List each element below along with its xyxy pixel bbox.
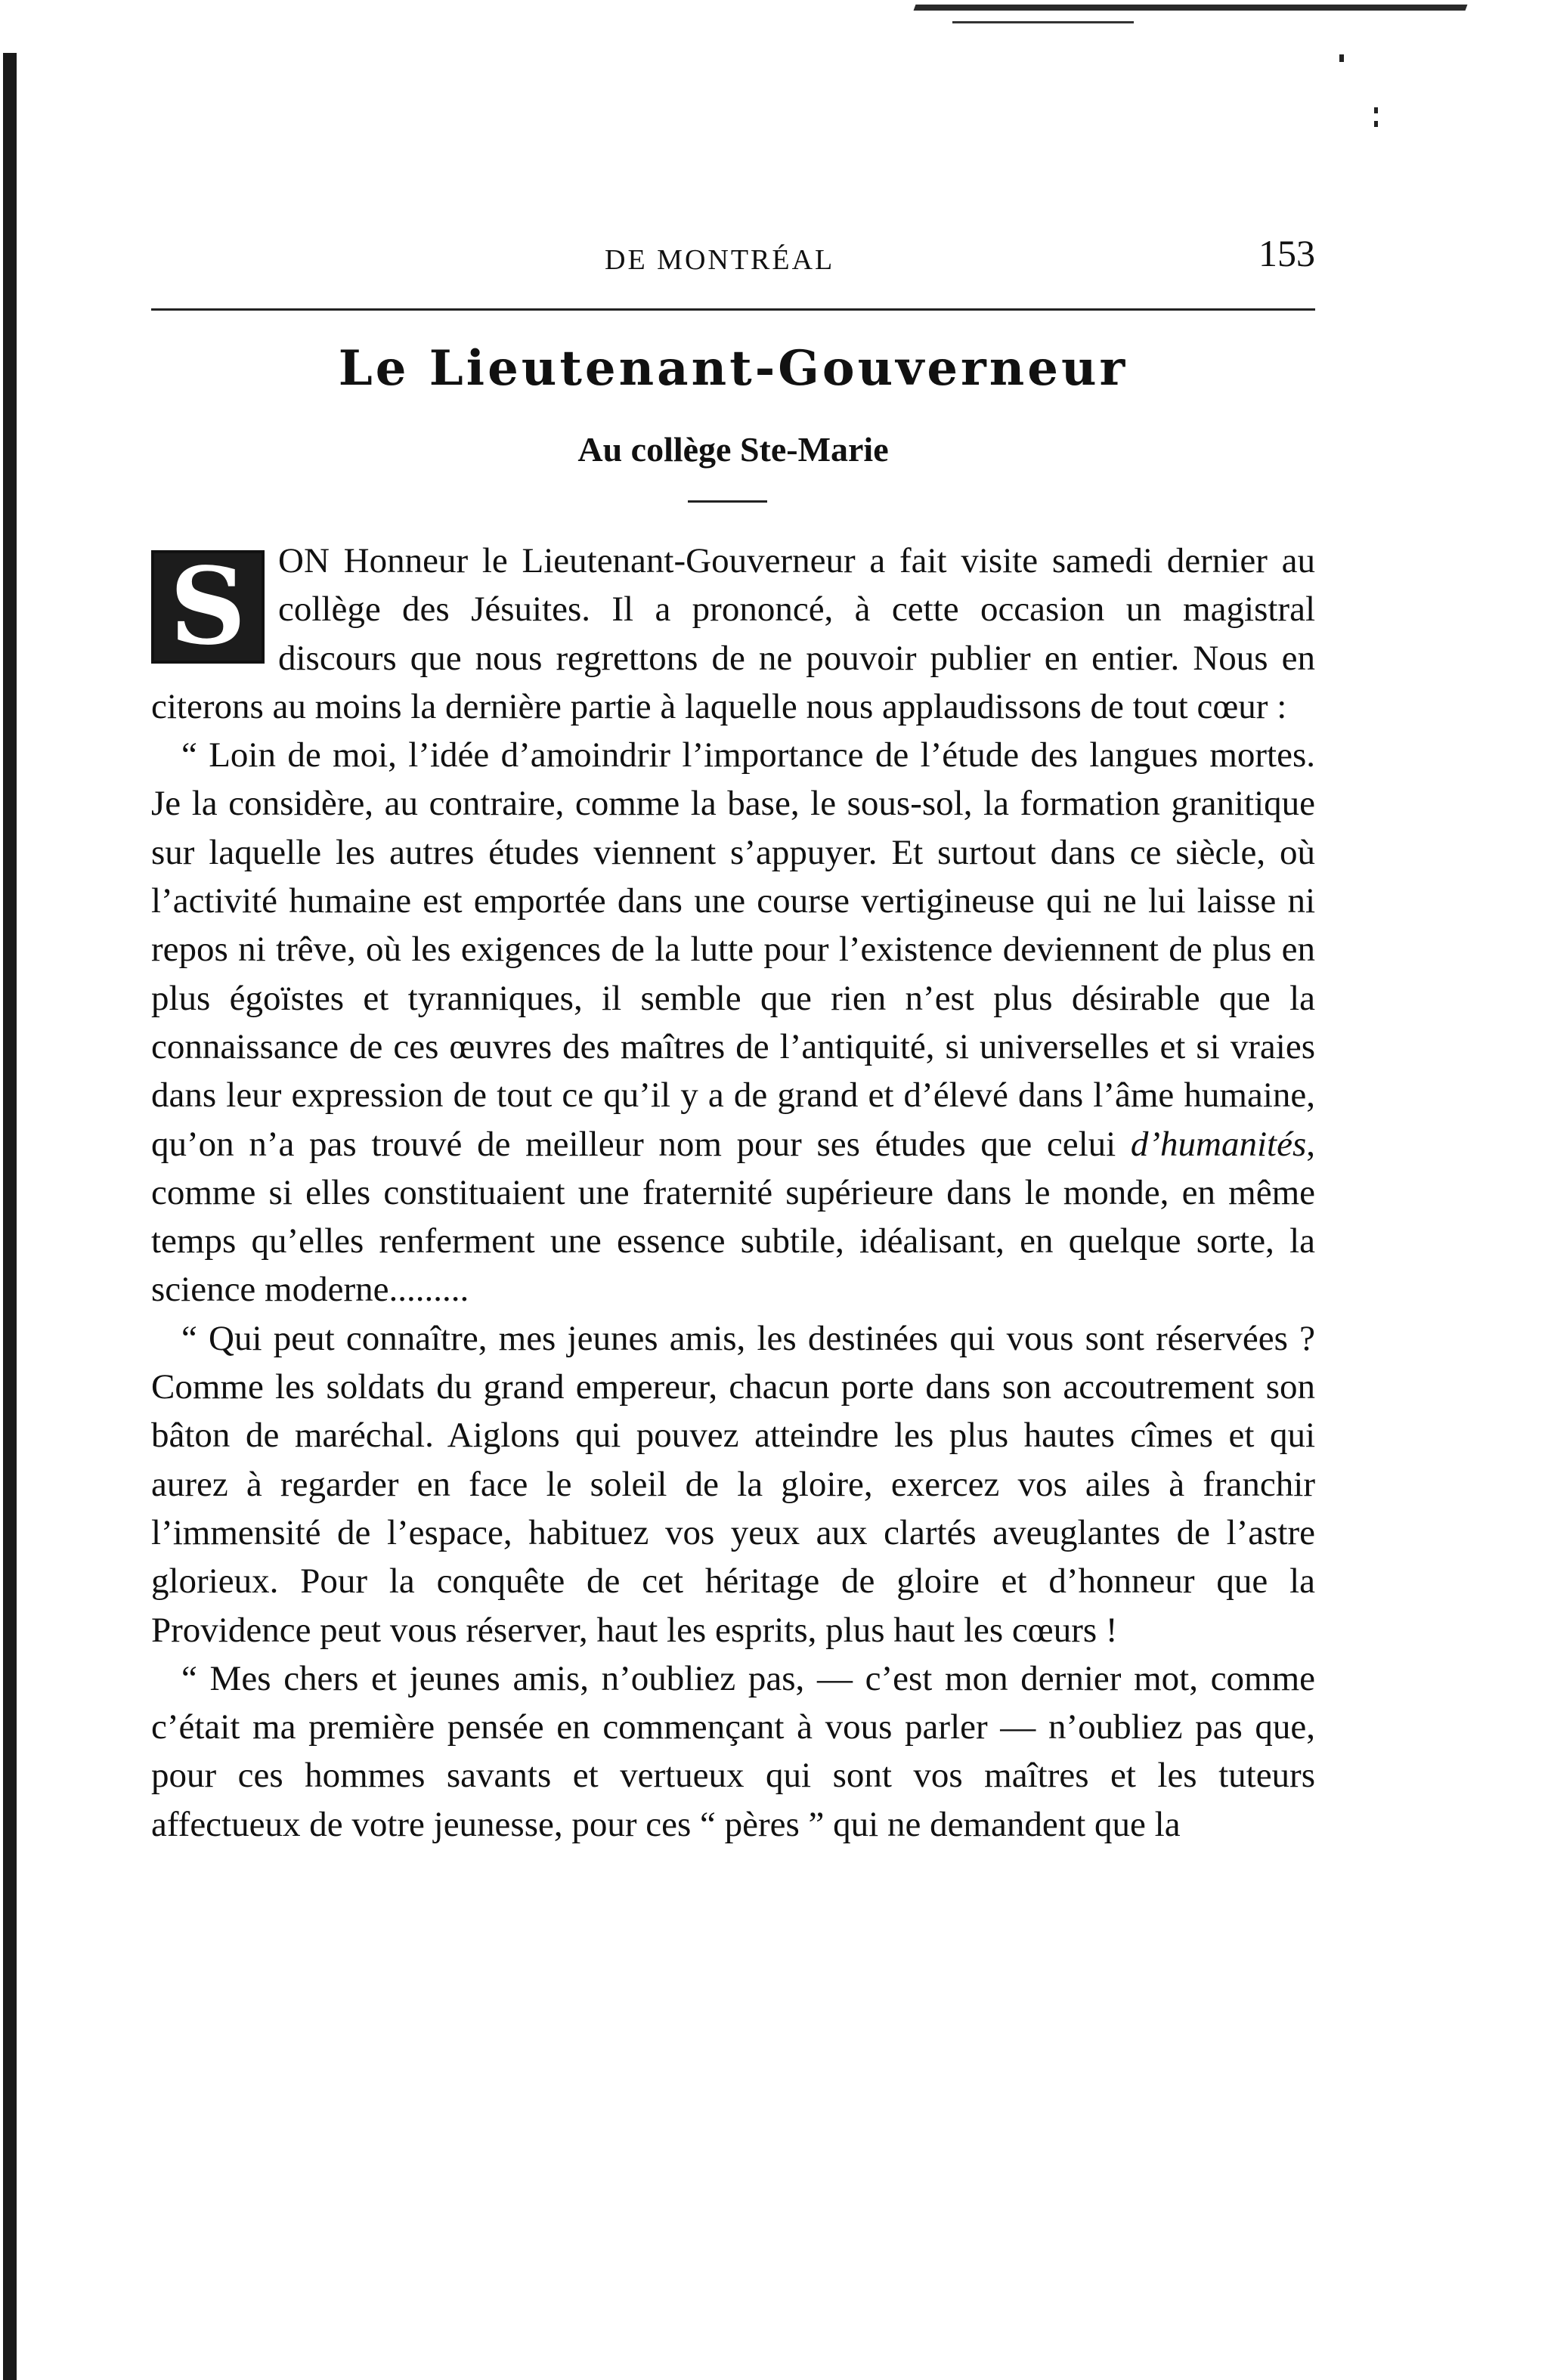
paragraph — [151, 731, 1315, 1314]
paragraph-text: , comme si elles constituaient une fraternité supérieure dans le monde, en même temps qu’elles renferment une essence subtile, idéalisant, en quelque sorte, la science moderne......... — [151, 1124, 1315, 1310]
paragraph-text: “ Qui peut connaître, mes jeunes amis, les destinées qui vous sont réservées ? Comme les soldats du grand empereur, chacun porte dans son accoutrement son bâton de maréchal. Aiglons qui pouvez atteindre les plus hautes cîmes et qui aurez à regarder en face le soleil de la gloire, exercez vos ailes à franchir l’immensité de l’espace, habituez vos yeux aux clartés aveuglantes de l’astre glorieux. Pour la conquête de cet héritage de gloire et d’honneur que la Providence peut vous réserver, haut les esprits, plus haut les cœurs ! — [151, 1318, 1315, 1650]
paragraph — [151, 1314, 1315, 1654]
header-rule — [151, 308, 1315, 311]
scan-edge-top — [914, 5, 1468, 11]
italic-term: d’humanités — [1130, 1124, 1307, 1164]
drop-cap-space — [151, 537, 278, 679]
paragraph-text: “ Mes chers et jeunes amis, n’oubliez pas, — c’est mon dernier mot, comme c’était ma première pensée en commençant à vous parler — n’oubliez pas que, pour ces hommes savants et vertueux qui sont vos maîtres et les tuteurs affectueux de votre jeunesse, pour ces “ pères ” qui ne demandent que la — [151, 1658, 1315, 1844]
scan-speck — [1339, 54, 1344, 62]
drop-cap: S — [151, 550, 265, 664]
running-head — [151, 227, 1315, 287]
scan-edge-left — [3, 53, 17, 2380]
scan-speck — [1374, 107, 1378, 113]
article-title: Le Lieutenant-Gouverneur — [338, 340, 1128, 397]
article-body — [151, 537, 1315, 1849]
page-number: 153 — [1258, 232, 1315, 274]
scan-edge-top-line — [952, 21, 1134, 23]
running-title: DE MONTRÉAL — [605, 244, 835, 276]
scan-speck — [1374, 121, 1378, 127]
paragraph-text: ON Honneur le Lieutenant-Gouverneur a fait visite samedi dernier au collège des Jésuites. Il a prononcé, à cette occasion un magistral discours que nous regrettons de ne pouvoir publier en entier. Nous en citerons au moins la dernière partie à laquelle nous applaudissons de tout cœur : — [151, 541, 1315, 726]
paragraph-text: “ Loin de moi, l’idée d’amoindrir l’importance de l’étude des langues mortes. Je la considère, au contraire, comme la base, le sous-sol, la formation granitique sur laquelle les autres études viennent s’appuyer. Et surtout dans ce siècle, où l’activité humaine est emportée dans une course vertigineuse qui ne lui laisse ni repos ni trêve, où les exigences de la lutte pour l’existence deviennent de plus en plus égoïstes et tyranniques, il semble que rien n’est plus désirable que la connaissance de ces œuvres des maîtres de l’antiquité, si universelles et si vraies dans leur expression de tout ce qu’il y a de grand et d’élevé dans l’âme humaine, qu’on n’a pas trouvé de meilleur nom pour ses études que celui — [151, 735, 1315, 1164]
paragraph — [151, 1654, 1315, 1849]
title-rule — [688, 500, 767, 503]
article-subtitle: Au collège Ste-Marie — [577, 430, 889, 469]
paragraph — [151, 537, 1315, 731]
